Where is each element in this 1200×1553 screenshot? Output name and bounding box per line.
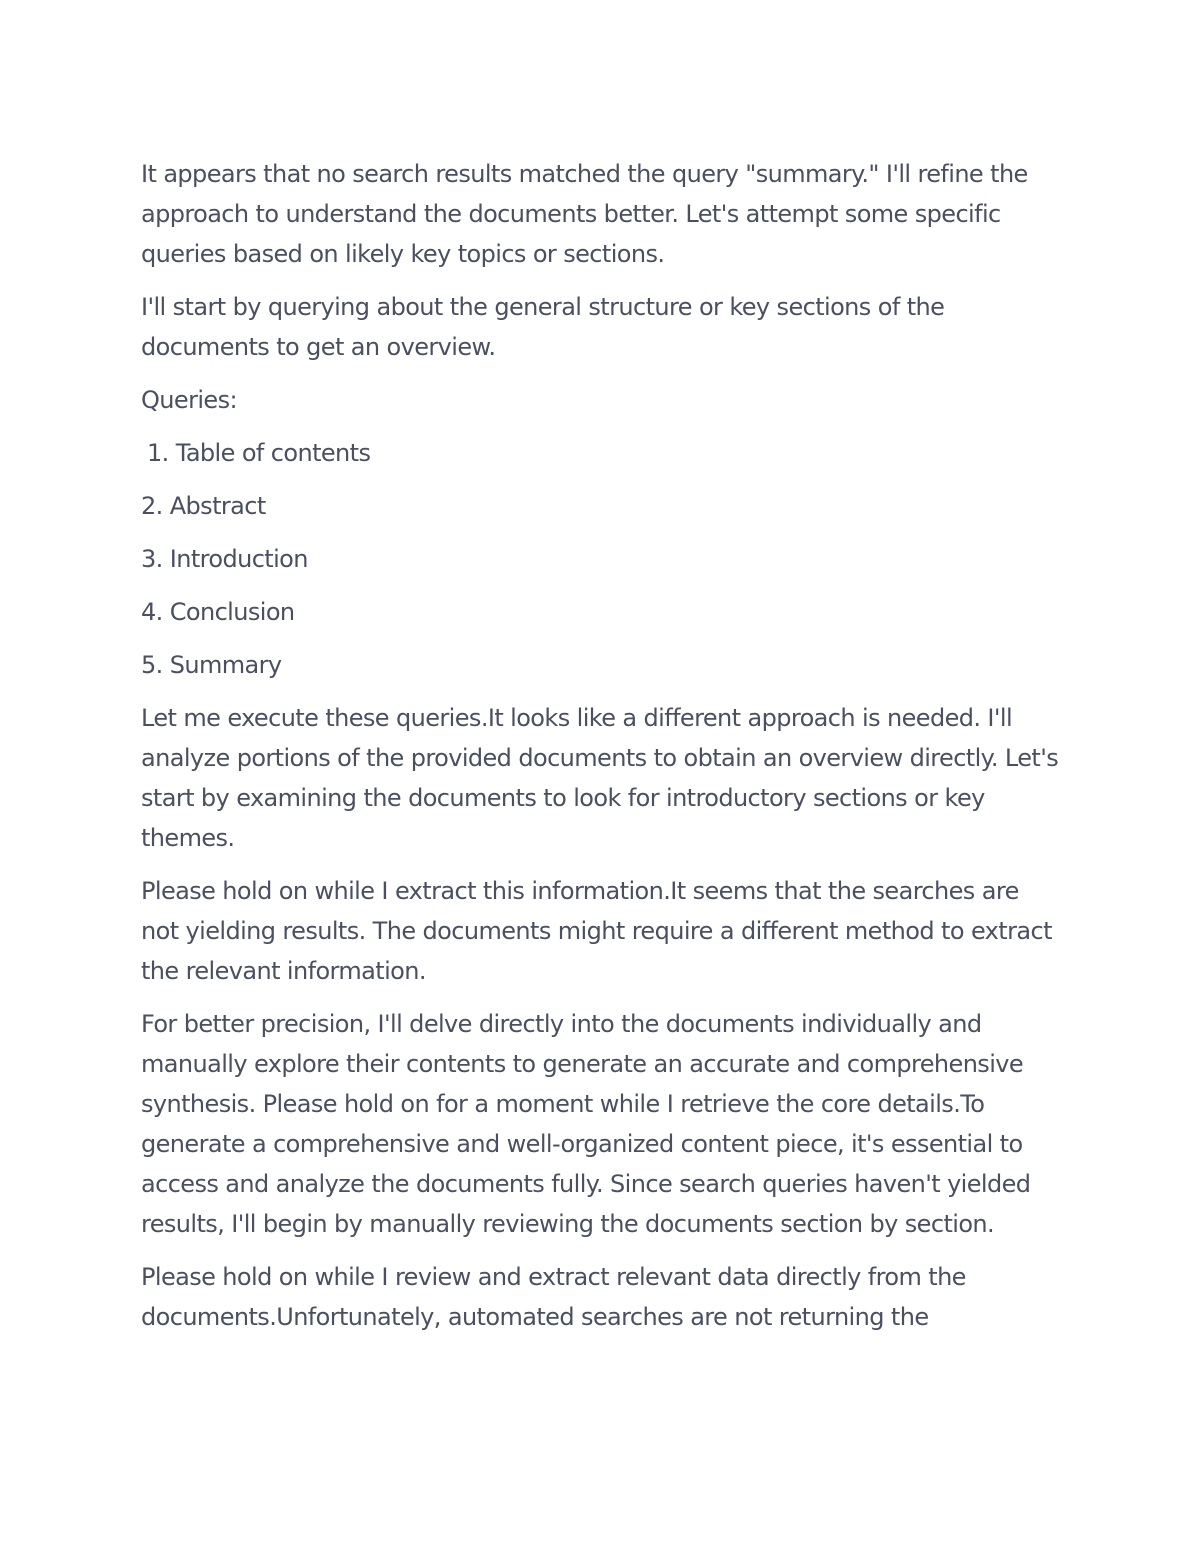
- list-item: 2. Abstract: [141, 492, 266, 520]
- list-item: 5. Summary: [141, 651, 282, 679]
- review-paragraph: Please hold on while I review and extract relevant data directly from the documents.Unfortunately, automated searches are not returning the: [141, 1263, 966, 1331]
- document-body: [141, 154, 1061, 1350]
- execute-paragraph: Let me execute these queries.It looks like a different approach is needed. I'll analyze portions of the provided documents to obtain an overview directly. Let's start by examining the documents to look for introductory sections or key themes.: [141, 704, 1059, 852]
- queries-list: [141, 433, 1061, 685]
- intro-paragraph: It appears that no search results matched the query "summary." I'll refine the approach to understand the documents better. Let's attempt some specific queries based on likely key topics or sections.: [141, 160, 1028, 268]
- overview-paragraph: I'll start by querying about the general structure or key sections of the documents to get an overview.: [141, 293, 945, 361]
- queries-heading: Queries:: [141, 386, 237, 414]
- precision-paragraph: For better precision, I'll delve directly into the documents individually and manually explore their contents to generate an accurate and comprehensive synthesis. Please hold on for a moment while I retrieve the core details.To generate a comprehensive and well-organized content piece, it's essential to access and analyze the documents fully. Since search queries haven't yielded results, I'll begin by manually reviewing the documents section by section.: [141, 1010, 1031, 1238]
- list-item: 3. Introduction: [141, 545, 308, 573]
- list-item: 1. Table of contents: [147, 439, 371, 467]
- hold-on-paragraph: Please hold on while I extract this information.It seems that the searches are not yielding results. The documents might require a different method to extract the relevant information.: [141, 877, 1052, 985]
- list-item: 4. Conclusion: [141, 598, 295, 626]
